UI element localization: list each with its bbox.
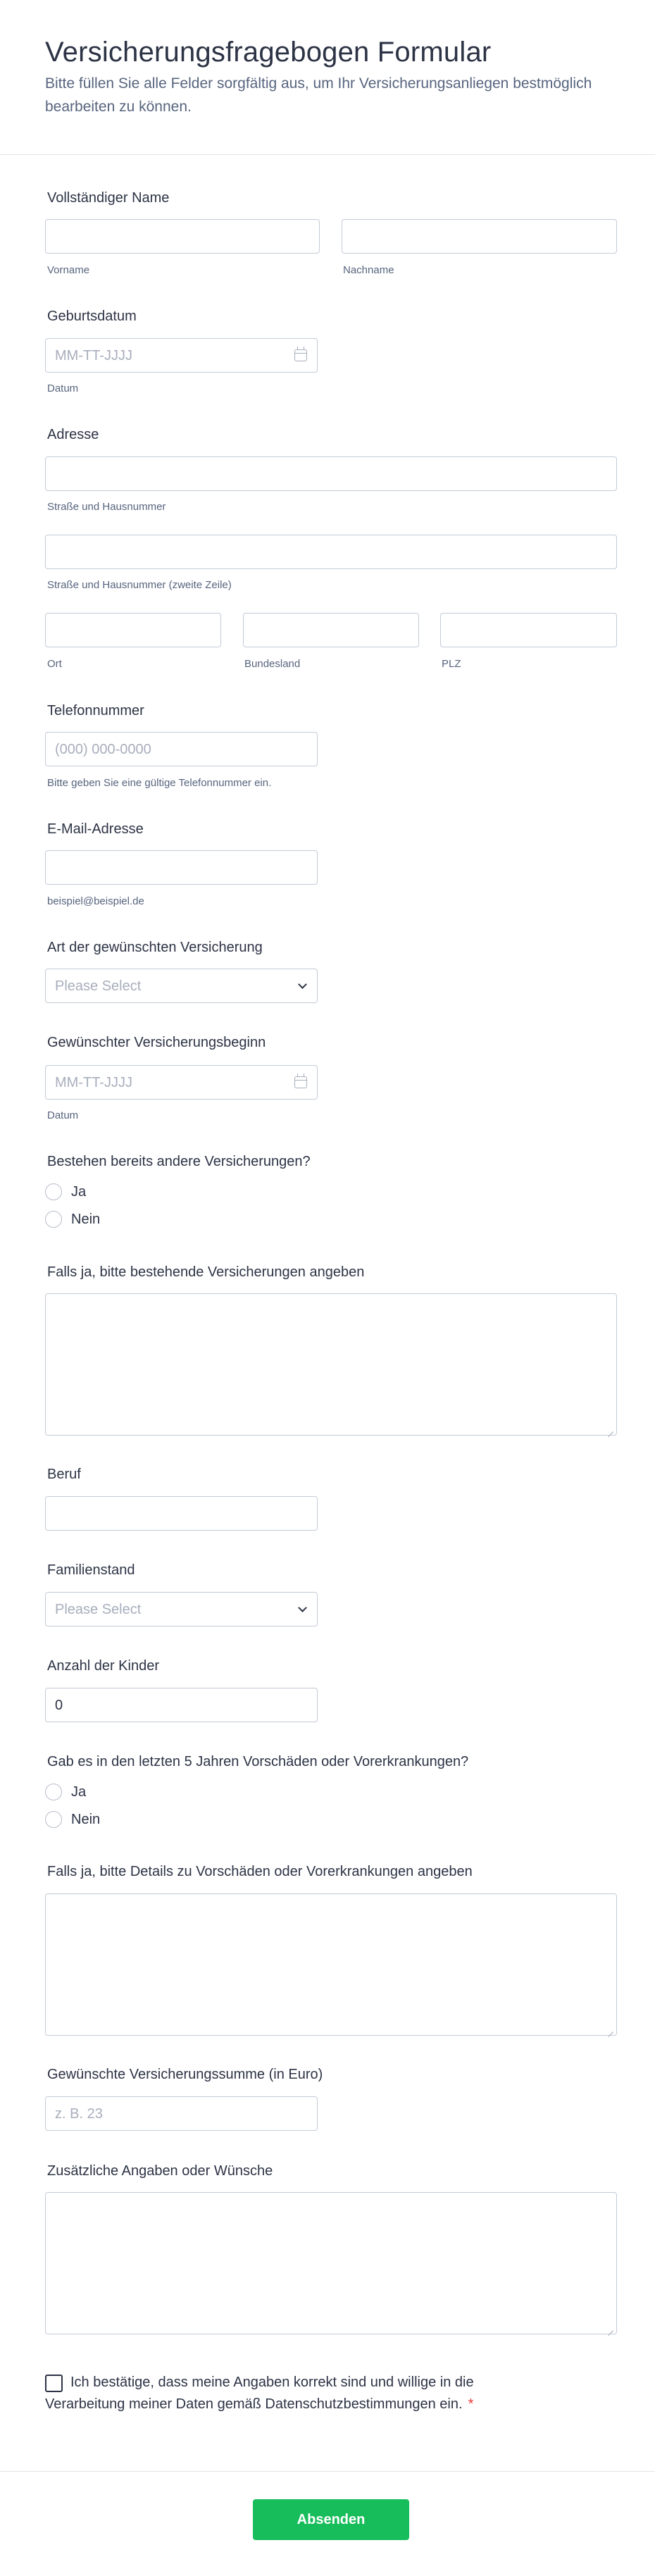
radio-button[interactable] (45, 1811, 62, 1828)
children-label: Anzahl der Kinder (47, 1658, 159, 1674)
radio-label: Nein (71, 1212, 101, 1227)
prior-claims-details-textarea[interactable] (45, 1893, 617, 2036)
form-footer (0, 2471, 655, 2576)
insurance-type-select[interactable] (45, 969, 318, 1003)
first-name-input[interactable] (45, 219, 320, 254)
calendar-icon[interactable] (294, 1076, 307, 1088)
radio-button[interactable] (45, 1211, 62, 1228)
resize-handle-icon[interactable] (608, 2325, 613, 2331)
birth-date-sublabel: Datum (47, 382, 79, 394)
marital-status-placeholder: Please Select (55, 1602, 142, 1617)
phone-sublabel: Bitte geben Sie eine gültige Telefonnummer ein. (47, 777, 272, 789)
sum-insured-placeholder: z. B. 23 (55, 2106, 103, 2122)
state-input[interactable] (243, 613, 419, 647)
marital-status-select[interactable] (45, 1592, 318, 1626)
full-name-label: Vollständiger Name (47, 190, 170, 206)
street-input[interactable] (45, 456, 617, 491)
email-input[interactable] (45, 850, 318, 885)
birth-date-placeholder: MM-TT-JJJJ (55, 348, 132, 363)
last-name-input[interactable] (342, 219, 617, 254)
form-description: Bitte füllen Sie alle Felder sorgfältig aus, um Ihr Versicherungsanliegen bestmöglich bearbeiten zu können. (45, 75, 592, 115)
other-insurance-label: Bestehen bereits andere Versicherungen? (47, 1154, 311, 1169)
insurance-type-placeholder: Please Select (55, 978, 142, 994)
start-date-placeholder: MM-TT-JJJJ (55, 1075, 132, 1090)
additional-label: Zusätzliche Angaben oder Wünsche (47, 2163, 273, 2179)
email-label: E-Mail-Adresse (47, 821, 144, 837)
zip-input[interactable] (440, 613, 617, 647)
city-sublabel: Ort (47, 658, 62, 670)
street2-input[interactable] (45, 535, 617, 569)
occupation-input[interactable] (45, 1496, 318, 1531)
city-input[interactable] (45, 613, 221, 647)
street-sublabel: Straße und Hausnummer (47, 501, 166, 513)
consent-text: Ich bestätige, dass meine Angaben korrekt sind und willige in die Verarbeitung meiner Daten gemäß Datenschutzbestimmungen ein. (45, 2375, 474, 2412)
additional-textarea[interactable] (45, 2192, 617, 2334)
radio-label: Nein (71, 1812, 101, 1827)
last-name-sublabel: Nachname (343, 264, 394, 276)
resize-handle-icon[interactable] (608, 2027, 613, 2032)
occupation-label: Beruf (47, 1467, 81, 1482)
birth-date-label: Geburtsdatum (47, 309, 137, 324)
form-title: Versicherungsfragebogen Formular (45, 37, 492, 68)
children-value: 0 (55, 1698, 63, 1713)
radio-button[interactable] (45, 1784, 62, 1800)
prior-claims-label: Gab es in den letzten 5 Jahren Vorschäden oder Vorerkrankungen? (47, 1754, 469, 1769)
resize-handle-icon[interactable] (608, 1426, 613, 1432)
street2-sublabel: Straße und Hausnummer (zweite Zeile) (47, 579, 232, 591)
children-input[interactable] (45, 1688, 318, 1722)
phone-placeholder: (000) 000-0000 (55, 742, 151, 757)
chevron-down-icon (298, 980, 307, 989)
submit-button[interactable]: Absenden (253, 2499, 409, 2540)
birth-date-input[interactable] (45, 338, 318, 373)
email-sublabel: beispiel@beispiel.de (47, 895, 144, 907)
state-sublabel: Bundesland (244, 658, 301, 670)
radio-label: Ja (71, 1784, 87, 1800)
zip-sublabel: PLZ (442, 658, 461, 670)
address-label: Adresse (47, 427, 99, 442)
phone-label: Telefonnummer (47, 703, 144, 718)
calendar-icon[interactable] (294, 349, 307, 361)
existing-insurance-textarea[interactable] (45, 1293, 617, 1436)
phone-input[interactable] (45, 732, 318, 766)
radio-button[interactable] (45, 1183, 62, 1200)
sum-insured-input[interactable] (45, 2096, 318, 2131)
marital-status-label: Familienstand (47, 1562, 135, 1578)
required-asterisk: * (468, 2396, 474, 2412)
start-date-label: Gewünschter Versicherungsbeginn (47, 1035, 266, 1050)
consent-checkbox[interactable] (45, 2375, 63, 2392)
start-date-sublabel: Datum (47, 1109, 79, 1121)
consent-row (45, 2372, 538, 2415)
insurance-type-label: Art der gewünschten Versicherung (47, 940, 263, 955)
existing-insurance-label: Falls ja, bitte bestehende Versicherungen angeben (47, 1264, 365, 1280)
prior-claims-details-label: Falls ja, bitte Details zu Vorschäden oder Vorerkrankungen angeben (47, 1864, 473, 1879)
radio-label: Ja (71, 1184, 87, 1200)
first-name-sublabel: Vorname (47, 264, 90, 276)
start-date-input[interactable] (45, 1065, 318, 1100)
chevron-down-icon (298, 1603, 307, 1612)
sum-insured-label: Gewünschte Versicherungssumme (in Euro) (47, 2067, 323, 2082)
form-header (0, 0, 655, 155)
